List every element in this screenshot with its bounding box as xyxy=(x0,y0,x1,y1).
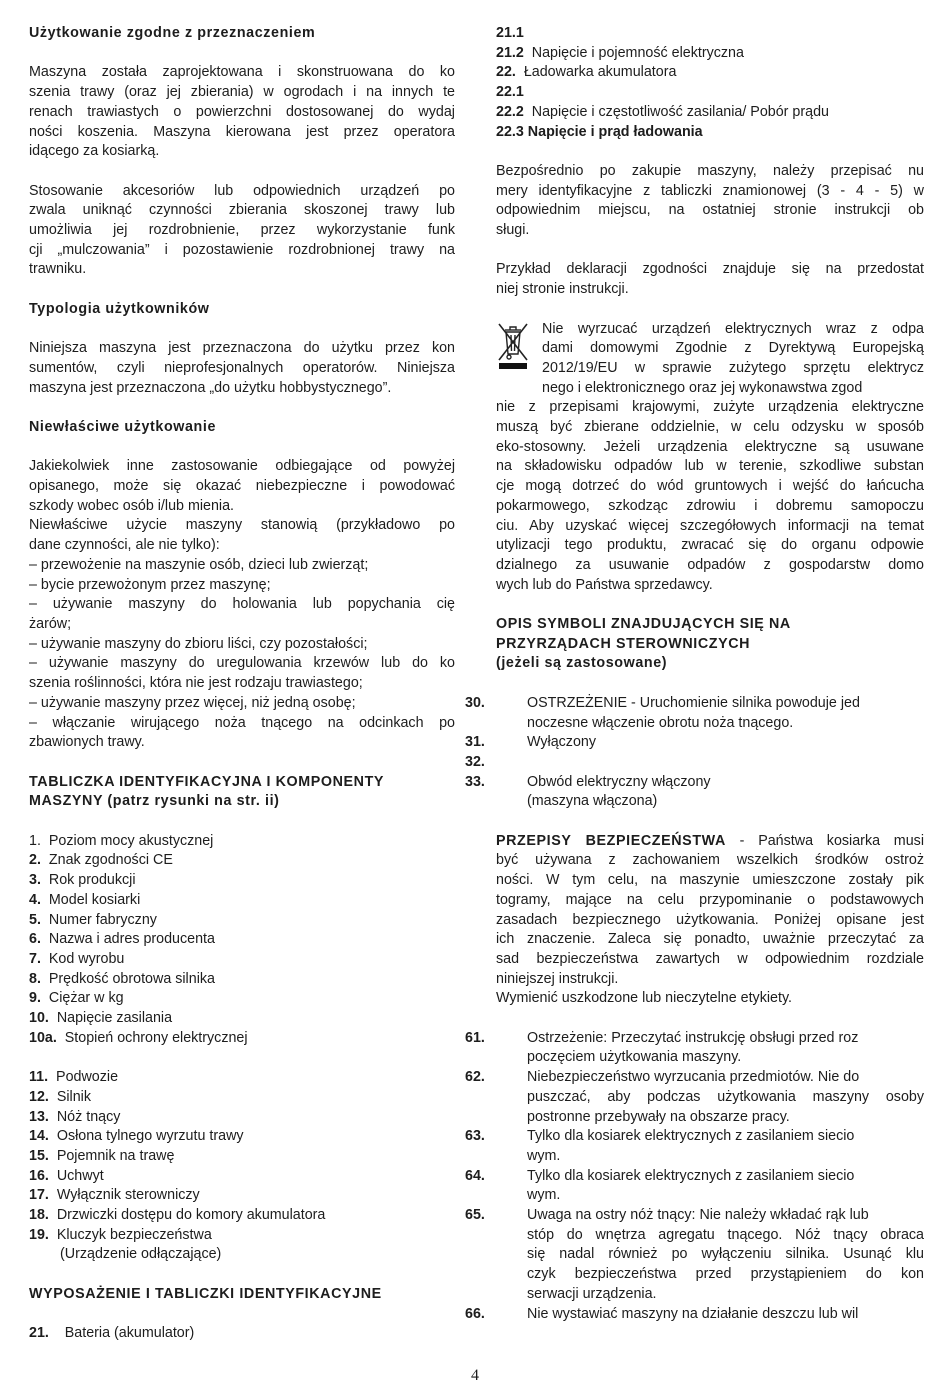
list-item: – używanie maszyny przez więcej, niż jedną osobę; xyxy=(29,694,356,711)
list-item: 30. OSTRZEŻENIE - Uruchomienie silnika powoduje jed noczesne włączenie obrotu noża tnącego. xyxy=(465,694,860,731)
left-column xyxy=(29,24,455,1344)
heading-line: PRZYRZĄDACH STEROWNICZYCH xyxy=(496,635,751,652)
heading-symbols xyxy=(496,615,924,674)
text-line: 2012/19/EU w sprawie zużytego sprzętu elektrycz xyxy=(542,359,924,376)
text-line: PRZEPISY BEZPIECZEŃSTWA - Państwa kosiarka musi xyxy=(496,832,924,849)
paragraph-intended-use xyxy=(29,63,455,162)
list-item: 62. Niebezpieczeństwo wyrzucania przedmiotów. Nie do puszczać, aby podczas użytkowania maszyny osoby postronne przebywały na obszarze pracy. xyxy=(465,1069,924,1125)
list-item: 22.2 Napięcie i częstotliwość zasilania/ Pobór prądu xyxy=(496,103,829,120)
paragraph-replace-labels: Wymienić uszkodzone lub nieczytelne etykiety. xyxy=(496,990,793,1007)
list-item: 16. Uchwyt xyxy=(29,1167,104,1184)
text-line: utylizacji tego produktu, zwracać się do organu odpowie xyxy=(496,537,924,554)
list-item: 1. Poziom mocy akustycznej xyxy=(29,832,214,849)
list-item: 9. Ciężar w kg xyxy=(29,990,124,1007)
text-line: umożliwia jej rozdrobnienie, przez wykorzystanie funk xyxy=(29,222,455,238)
symbols-list xyxy=(465,694,924,812)
text-line: mery identyfikacyjne z tabliczki znamionowej (3 - 4 - 5) w xyxy=(496,182,924,199)
text-line: zwala uniknąć czynności zbierania skoszonej trawy lub xyxy=(29,202,455,219)
list-item: 61. Ostrzeżenie: Przeczytać instrukcję obsługi przed roz poczęciem użytkowania maszyny. xyxy=(465,1029,859,1066)
text-line: sługi. xyxy=(496,222,530,239)
list-item: – używanie maszyny do uregulowania krzewów lub do ko szenia roślinności, która nie jest rodzaju trawiastego; xyxy=(29,655,455,692)
heading-user-types: Typologia użytkowników xyxy=(29,300,210,317)
text-line: nego i elektronicznego oraz jej wykonawstwa zgod xyxy=(542,379,863,396)
list-item: 22.3 Napięcie i prąd ładowania xyxy=(496,123,703,140)
list-item: – bycie przewożonym przez maszynę; xyxy=(29,576,271,593)
list-item: 22. Ładowarka akumulatora xyxy=(496,64,677,81)
list-item: 10a. Stopień ochrony elektrycznej xyxy=(29,1029,248,1046)
weee-notice xyxy=(496,320,924,596)
text-line: odpowiednim miejscu, na ostatniej stronie instrukcji ob xyxy=(496,202,924,219)
list-item: 64. Tylko dla kosiarek elektrycznych z zasilaniem siecio wym. xyxy=(465,1167,855,1204)
list-item: 6. Nazwa i adres producenta xyxy=(29,931,215,948)
list-item: 14. Osłona tylnego wyrzutu trawy xyxy=(29,1128,244,1145)
heading-intended-use: Użytkowanie zgodne z przeznaczeniem xyxy=(29,25,316,41)
list-item: 5. Numer fabryczny xyxy=(29,911,157,928)
list-item: 2. Znak zgodności CE xyxy=(29,852,173,869)
text-line: szkody wobec osób i/lub mienia. xyxy=(29,497,235,514)
list-item: 65. Uwaga na ostry nóż tnący: Nie należy wkładać rąk lub stóp do wnętrza agregatu tnącego. Nóż tnący obraca się nadal również po wyłączeniu silnika. Usunąć klu czyk bezpieczeństwa przed przystąpieniem do kon serwacji urządzenia. xyxy=(465,1207,924,1302)
list-item: 66. Nie wystawiać maszyny na działanie deszczu lub wil xyxy=(465,1305,859,1322)
text-line: ich znaczenie. Zaleca się ponadto, uważnie przeczytać za xyxy=(496,931,924,948)
list-item: 63. Tylko dla kosiarek elektrycznych z zasilaniem siecio wym. xyxy=(465,1128,855,1164)
text-line: cji „mulczowania” i pozostawienie rozdrobnionej trawy na xyxy=(29,241,455,258)
text-line: pokarmowego, szkodząc zdrowiu i dobremu samopoczu xyxy=(496,497,924,514)
list-item-continuation: (Urządzenie odłączające) xyxy=(60,1246,222,1263)
list-item: 31. Wyłączony xyxy=(465,734,596,751)
text-line: zasadach bezpiecznego użytkowania. Poniżej opisane jest xyxy=(496,911,924,928)
equipment-list xyxy=(496,24,924,142)
text-line: maszyna jest przeznaczona „do użytku hobbystycznego”. xyxy=(29,379,392,396)
page-number: 4 xyxy=(471,1367,479,1384)
list-item: 22.1 xyxy=(496,84,524,101)
paragraph-declaration xyxy=(496,260,924,299)
warnings-list xyxy=(465,1029,924,1325)
text-line: niniejszej instrukcji. xyxy=(496,970,619,987)
list-item: 33. Obwód elektryczny włączony (maszyna włączona) xyxy=(465,773,711,810)
list-item: 21.2 Napięcie i pojemność elektryczna xyxy=(496,44,744,61)
text-line: idącego za kosiarką. xyxy=(29,143,160,160)
text-line: ności koszenia. Maszyna kierowana jest przez operatora xyxy=(29,123,455,140)
heading-id-plate xyxy=(29,773,455,812)
text-line: dami domowymi Zgodnie z Dyrektywą Europejską xyxy=(542,340,924,357)
list-item: 19. Kluczyk bezpieczeństwa xyxy=(29,1226,212,1243)
list-item: 3. Rok produkcji xyxy=(29,872,136,889)
list-item: 8. Prędkość obrotowa silnika xyxy=(29,970,215,987)
text-line: Maszyna została zaprojektowana i skonstruowana do ko xyxy=(29,64,455,81)
list-item: 15. Pojemnik na trawę xyxy=(29,1147,175,1164)
text-line: Niniejsza maszyna jest przeznaczona do użytku przez kon xyxy=(29,340,455,357)
heading-line: (jeżeli są zastosowane) xyxy=(496,655,668,672)
list-item: – przewożenie na maszynie osób, dzieci lub zwierząt; xyxy=(29,556,369,573)
paragraph-id-numbers xyxy=(496,162,924,241)
text-line: ności. W tym celu, na maszynie umieszczone zostały pik xyxy=(496,872,924,889)
list-item: 32. xyxy=(465,753,485,770)
paragraph-user-types xyxy=(29,339,455,398)
list-item: 12. Silnik xyxy=(29,1088,91,1105)
heading-line: MASZYNY (patrz rysunki na str. ii) xyxy=(29,793,280,810)
text-line: Stosowanie akcesoriów lub odpowiednich urządzeń po xyxy=(29,182,455,199)
text-line: Nie wyrzucać urządzeń elektrycznych wraz z odpa xyxy=(542,320,924,337)
text-line: być używana z zachowaniem wszelkich środków ostroż xyxy=(496,852,924,869)
list-item: – używanie maszyny do zbioru liści, czy pozostałości; xyxy=(29,635,368,652)
paragraph-misuse xyxy=(29,457,455,516)
text-line: cje mogą dotrzeć do wód gruntowych i wejść do łańcucha xyxy=(496,478,924,495)
heading-line: TABLICZKA IDENTYFIKACYJNA I KOMPONENTY xyxy=(29,773,385,790)
text-line: Jakiekolwiek inne zastosowanie odbiegające od powyżej xyxy=(29,458,455,475)
text-line: togramy, mające na celu przypominanie o podstawowych xyxy=(496,891,924,908)
list-item: 13. Nóż tnący xyxy=(29,1108,121,1125)
text-line: ciu. Aby uzyskać więcej szczegółowych informacji na temat xyxy=(496,517,924,534)
paragraph-misuse-examples xyxy=(29,516,455,555)
paragraph-accessories xyxy=(29,182,455,281)
text-line: renach trawiastych o powierzchni dostosowanej do wydaj xyxy=(29,103,455,120)
list-item: 11. Podwozie xyxy=(29,1069,119,1086)
list-item: 10. Napięcie zasilania xyxy=(29,1010,173,1027)
text-line: Przykład deklaracji zgodności znajduje się na przedostat xyxy=(496,261,924,278)
text-line: sumentów, czyli nieprofesjonalnych operatorów. Niniejsza xyxy=(29,359,455,376)
text-line: nie z przepisami krajowymi, zużyte urządzenia elektryczne xyxy=(496,399,924,416)
text-line: Niewłaściwe użycie maszyny stanowią (przykładowo po xyxy=(29,517,455,534)
text-line: niej stronie instrukcji. xyxy=(496,281,629,298)
list-item: – włączanie wirującego noża tnącego na odcinkach po zbawionych trawy. xyxy=(29,714,455,751)
text-line: muszą być zbierane oddzielnie, w celu odzysku w sposób xyxy=(496,419,924,436)
list-item: 17. Wyłącznik sterowniczy xyxy=(29,1187,200,1204)
list-item: 4. Model kosiarki xyxy=(29,891,141,908)
heading-misuse: Niewłaściwe użytkowanie xyxy=(29,418,217,435)
misuse-list xyxy=(29,556,455,753)
text-line: szenia trawy (oraz jej zbierania) w ogrodach i na innych te xyxy=(29,84,455,101)
text-line: opisanego, może się okazać niebezpieczne i powodować xyxy=(29,478,455,495)
components-list-1 xyxy=(29,832,455,1049)
text-line: na składowisku odpadów lub w terenie, szkodliwe substan xyxy=(496,458,924,475)
safety-title: PRZEPISY BEZPIECZEŃSTWA xyxy=(496,832,726,849)
text-line: sad bezpieczeństwa zawartych w odpowiednim rozdziale xyxy=(496,950,924,967)
paragraph-safety xyxy=(496,832,924,990)
heading-line: OPIS SYMBOLI ZNAJDUJĄCYCH SIĘ NA xyxy=(496,616,791,633)
text-line: dzialnego za usuwanie odpadów z gospodarstw domo xyxy=(496,556,924,573)
list-item: 7. Kod wyrobu xyxy=(29,950,125,967)
right-column xyxy=(465,24,924,1344)
heading-equipment: WYPOSAŻENIE I TABLICZKI IDENTYFIKACYJNE xyxy=(29,1285,382,1302)
list-item: – używanie maszyny do holowania lub popychania cię żarów; xyxy=(29,596,455,632)
list-item: 21.1 xyxy=(496,25,524,41)
components-list-2 xyxy=(29,1068,455,1265)
list-item-battery: 21. Bateria (akumulator) xyxy=(29,1325,195,1342)
text-line: dane czynności, ale nie tylko): xyxy=(29,537,220,554)
text-line: trawniku. xyxy=(29,261,87,278)
text-line: Bezpośrednio po zakupie maszyny, należy przepisać nu xyxy=(496,162,924,179)
text-line: eko-stosowny. Jeżeli urządzenia elektryczne są usuwane xyxy=(496,438,924,455)
list-item: 18. Drzwiczki dostępu do komory akumulatora xyxy=(29,1207,326,1224)
crossed-bin-icon xyxy=(496,320,530,370)
text-line: wych lub do Państwa sprzedawcy. xyxy=(496,576,713,593)
